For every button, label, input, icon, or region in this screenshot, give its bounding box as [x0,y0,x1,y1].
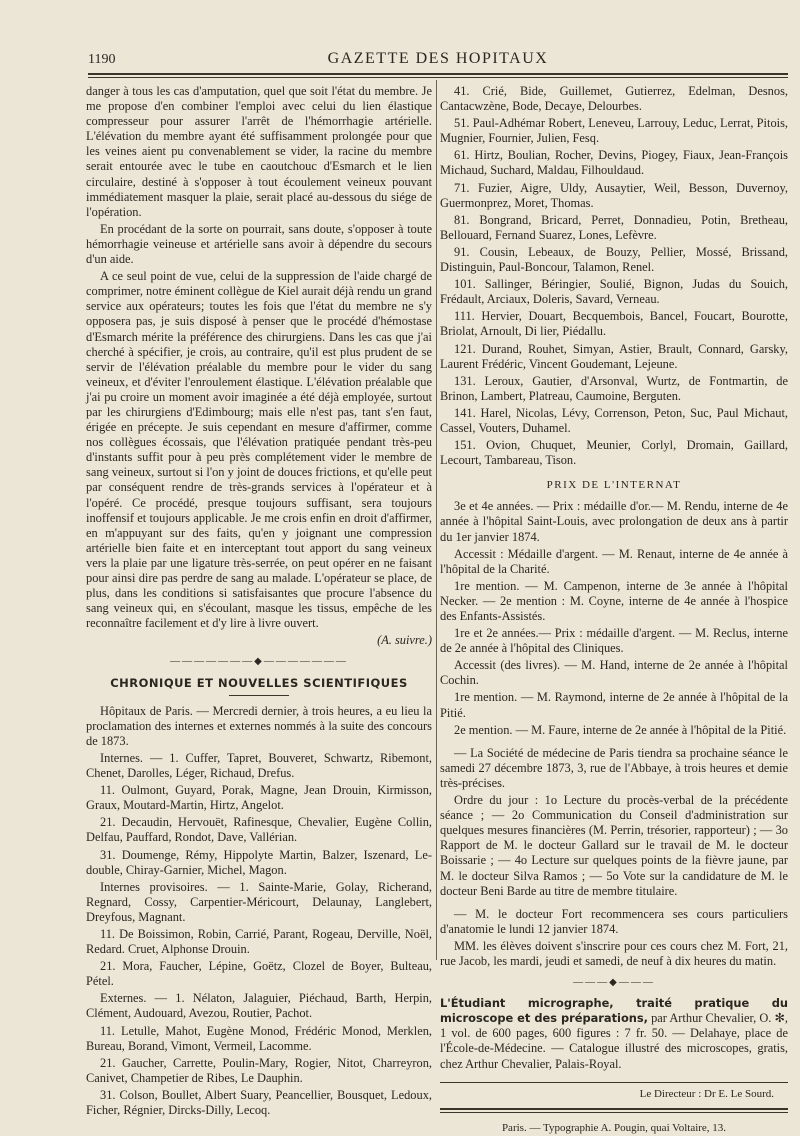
list-paragraph: Externes. — 1. Nélaton, Jalaguier, Piéchaud, Barth, Herpin, Clément, Audouard, Avezou, Routier, Pachot. [86,991,432,1021]
title-underline [229,695,289,696]
advert-title: L'Étudiant micrographe, traité pratique du microscope et des préparations, [440,996,788,1026]
prix-paragraph: 2e mention. — M. Faure, interne de 2e année à l'hôpital de la Pitié. [454,722,787,737]
advert-body: par Arthur Chevalier, O. ✻, 1 vol. de 600 pages, 600 figures : 7 fr. 50. — Delahaye, place de l'École-de-Médecine. — Catalogue illustré des microscopes, gratis, chez Arthur Chevalier, Palais-Royal. [440,1011,788,1071]
list-paragraph: 11. Letulle, Mahot, Eugène Monod, Frédéric Monod, Merklen, Bureau, Borand, Vimont, Vermeil, Lacomme. [86,1023,432,1053]
footer-rule-thin [440,1112,788,1113]
list-paragraph: Internes provisoires. — 1. Sainte-Marie, Golay, Richerand, Regnard, Cossy, Carpentier-Méricourt, Delaunay, Langlebert, Dreyfous, Magnant. [86,879,432,924]
list-paragraph: 111. Hervier, Douart, Becquembois, Bancel, Foucart, Bourotte, Briolat, Arnoult, Di lier, Piédallu. [440,309,788,339]
paragraph: En procédant de la sorte on pourrait, sans doute, s'opposer à toute hémorrhagie veineuse et artérielle sans avoir à dépendre du secours d'un aide. [86,221,432,267]
prix-paragraph: 1re mention. — M. Raymond, interne de 2e année à l'hôpital de la Pitié. [440,690,788,720]
list-paragraph: 131. Leroux, Gautier, d'Arsonval, Wurtz, de Fontmartin, de Brinon, Lambert, Platreau, Caumoine, Berguten. [440,373,788,403]
prix-paragraph: Accessit : Médaille d'argent. — M. Renaut, interne de 4e année à l'hôpital de la Charité. [440,546,788,576]
list-paragraph: 81. Bongrand, Bricard, Perret, Donnadieu, Potin, Bretheau, Bellouard, Fernand Suarez, Lones, Lefèvre. [440,212,788,242]
fort-paragraph: — M. le docteur Fort recommencera ses cours particuliers d'anatomie le lundi 12 janvier 1874. [440,906,788,936]
advertisement [440,996,788,1071]
list-paragraph: 151. Ovion, Chuquet, Meunier, Corlyl, Dromain, Gaillard, Lecourt, Tambareau, Tison. [440,438,788,468]
page-header [88,50,788,72]
prix-internat-title: PRIX DE L'INTERNAT [546,479,682,492]
to-be-continued: (A. suivre.) [377,633,432,648]
list-paragraph: 21. Decaudin, Hervouët, Rafinesque, Chevalier, Eugène Collin, Delfau, Pauffard, Rondot, Dave, Vallérian. [86,815,432,845]
left-column [86,84,432,1120]
prix-paragraph: 1re et 2e années.— Prix : médaille d'argent. — M. Reclus, interne de 2e année à l'hôpital des Cliniques. [440,626,788,656]
header-rule [88,73,788,75]
ornament-divider: ———————◆——————— [170,656,348,668]
societe-paragraph: Ordre du jour : 1o Lecture du procès-verbal de la précédente séance ; — 2o Communication du Conseil d'administration sur quelques mesures financières (M. Perrin, trésorier, rapporteur) ; — 3o Rapport de M. le docteur Gallard sur le travail de M. le docteur Boissarie ; — 4o Lecture sur quelques points de la fièvre jaune, par M. le docteur Silva Ramos ; — 5o Vote sur la candidature de M. le docteur Beni Barde au titre de membre titulaire. [440,793,788,898]
ornament-divider: ———◆——— [573,977,655,989]
paragraph: A ce seul point de vue, celui de la suppression de l'aide chargé de comprimer, notre éminent collègue de Kiel aurait déjà rendu un grand service aux opérateurs; toutes les fois que l'état du membre ne s'y opposera pas, je suis disposé à penser que le procédé d'hémostase d'Esmarch mérite la préférence des chirurgiens. Dans les cas que j'ai cherché à spécifier, je crois, au contraire, qu'il est plus prudent de se servir de l'élévation préalable du membre pour le vider du sang veineux, et d'éviter l'enroulement élastique. L'élévation préalable que j'ai pu croire un moment avoir imaginée a été déjà employée, surtout par les chirurgiens d'Edimbourg; mais elle n'est pas, tant s'en faut, érigée en précepte. Je suis cependant en mesure d'affirmer, comme nos collègues écossais, que l'élévation pratiquée pendant très-peu d'instants suffit pour à peu près complétement vider le membre de sang veineux, surtout si l'on y joint de douces frictions, et qu'elle peut par conséquent rendre de très-grands services à l'opérateur et à l'opéré. Ce procédé, presque toujours suffisant, sera toujours inoffensif et toujours applicable. Je me crois enfin en droit d'affirmer, en m'appuyant sur des faits, qu'en y joignant une compression artérielle bien faite et en interceptant tout apport du sang veineux vers la plaie par une ligature très-serrée, on peut opérer en ne faisant pour ainsi dire pas perdre de sang au malade. L'opérateur se place, de plus, dans les conditions si satisfaisantes que procure l'absence du sang veineux qui, en s'écoulant, masque les tissus, empêche de les reconnaître facilement et d'y lire à livre ouvert. [86,269,432,631]
prix-paragraph: 3e et 4e années. — Prix : médaille d'or.— M. Rendu, interne de 4e année à l'hôpital Saint-Louis, avec prolongation de deux ans à partir du 1er janvier 1874. [440,499,788,544]
list-paragraph: Internes. — 1. Cuffer, Tapret, Bouveret, Schwartz, Ribemont, Chenet, Darolles, Léger, Richaud, Drefus. [86,750,432,781]
list-paragraph: 31. Colson, Boullet, Albert Suary, Peancellier, Bousquet, Ledoux, Ficher, Régnier, Dircks-Dilly, Lecoq. [86,1087,432,1117]
chronique-intro: Hôpitaux de Paris. — Mercredi dernier, à trois heures, a eu lieu la proclamation des internes et externes nommés à la suite des concours de 1873. [86,703,432,748]
list-paragraph: 31. Doumenge, Rémy, Hippolyte Martin, Balzer, Iszenard, Le-double, Chiray-Garnier, Michel, Magon. [86,847,432,877]
director-line: Le Directeur : Dr E. Le Sourd. [639,1087,774,1100]
list-paragraph: 21. Gaucher, Carrette, Poulin-Mary, Rogier, Nitot, Charreyron, Canivet, Champetier de Ribes, Le Dauphin. [86,1055,432,1085]
list-paragraph: 21. Mora, Faucher, Lépine, Goëtz, Clozel de Boyer, Bulteau, Pétel. [86,959,432,989]
fort-paragraph: MM. les élèves doivent s'inscrire pour ces cours chez M. Fort, 21, rue Jacob, les mardi, jeudi et samedi, de neuf à dix heures du matin. [440,938,788,968]
page-number: 1190 [88,52,116,67]
section-title: CHRONIQUE ET NOUVELLES SCIENTIFIQUES [110,675,408,690]
list-paragraph: 141. Harel, Nicolas, Lévy, Correnson, Peton, Suc, Paul Michaut, Cassel, Vouters, Duhamel. [440,405,788,435]
header-rule-thin [88,77,788,78]
list-paragraph: 101. Sallinger, Béringier, Soulié, Bignon, Judas du Souich, Frédault, Arciaux, Doleris, Savard, Verneau. [440,277,788,307]
list-paragraph: 51. Paul-Adhémar Robert, Leneveu, Larrouy, Leduc, Lerrat, Pitois, Mugnier, Fournier, Julien, Fesq. [440,116,788,146]
list-paragraph: 91. Cousin, Lebeaux, de Bouzy, Pellier, Mossé, Brissand, Distinguin, Paul-Boncour, Talamon, Renel. [440,244,788,275]
footer-rule-double [440,1108,788,1110]
list-paragraph: 41. Crié, Bide, Guillemet, Gutierrez, Edelman, Desnos, Cantacwzène, Bode, Decaye, Delourbes. [440,84,788,114]
list-paragraph: 71. Fuzier, Aigre, Uldy, Ausaytier, Weil, Besson, Duvernoy, Guermonprez, Moret, Thomas. [440,180,788,210]
list-paragraph: 61. Hirtz, Boulian, Rocher, Devins, Piogey, Fiaux, Jean-François Michaud, Suchard, Maldau, Filhouldaud. [440,148,788,178]
list-paragraph: 121. Durand, Rouhet, Simyan, Astier, Brault, Connard, Garsky, Laurent Frédéric, Vincent Goudemant, Lejeune. [440,341,788,371]
prix-paragraph: Accessit (des livres). — M. Hand, interne de 2e année à l'hôpital Cochin. [440,658,788,688]
list-paragraph: 11. De Boissimon, Robin, Carrié, Parant, Rogeau, Derville, Noël, Redard. Cruet, Alphonse Drouin. [86,926,432,957]
prix-paragraph: 1re mention. — M. Campenon, interne de 3e année à l'hôpital Necker. — 2e mention : M. Coyne, interne de 4e année à l'hospice des Enfants-Assistés. [440,578,788,623]
printer-line: Paris. — Typographie A. Pougin, quai Voltaire, 13. [501,1121,727,1134]
right-column [440,84,788,1136]
footer-rule [440,1082,788,1083]
column-separator [436,80,437,960]
paragraph: danger à tous les cas d'amputation, quel que soit l'état du membre. Je me propose d'en combiner l'emploi avec celui du lien élastique compresseur pour assurer l'arrêt de l'hémorrhagie artérielle. L'élévation du membre ayant été suffisamment prolongée pour que les veines aient pu convenablement se vider, la racine du membre serait entourée avec le tube en caoutchouc d'Esmarch et le lien circulaire, destiné à s'opposer à tout écoulement veineux pouvant immédiatement masquer la plaie, serait placé au-dessous du siége de l'opération. [86,84,432,219]
societe-paragraph: — La Société de médecine de Paris tiendra sa prochaine séance le samedi 27 décembre 1873, 3, rue de l'Abbaye, à trois heures et demie très-précises. [440,745,788,790]
running-title: GAZETTE DES HOPITAUX [327,50,549,67]
list-paragraph: 11. Oulmont, Guyard, Porak, Magne, Jean Drouin, Kirmisson, Graux, Moutard-Martin, Hirtz, Angelot. [86,783,432,813]
